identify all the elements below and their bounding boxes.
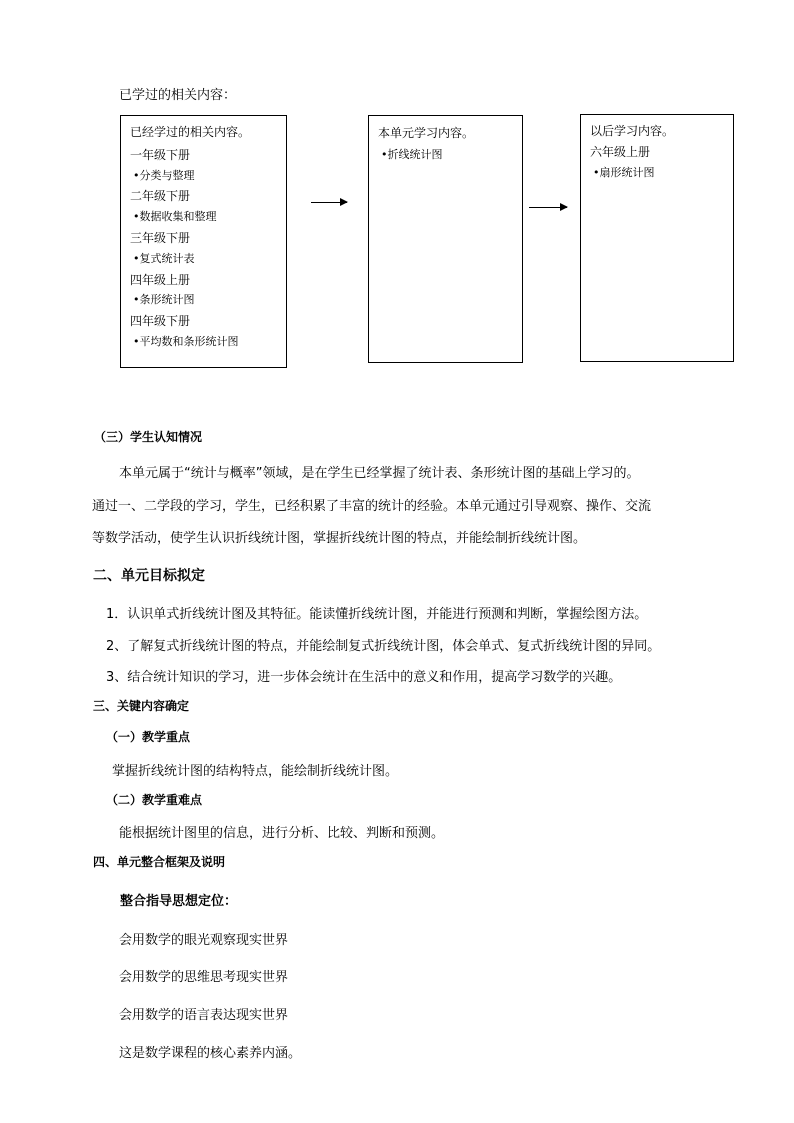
teaching-difficulty-heading: （二）教学重难点 — [106, 793, 203, 807]
arrow-right-icon — [311, 202, 347, 203]
framework-line: 会用数学的思维思考现实世界 — [119, 970, 289, 985]
future-box-title: 以后学习内容。 — [590, 124, 675, 138]
goal-item: 1．认识单式折线统计图及其特征。能读懂折线统计图，并能进行预测和判断，掌握绘图方法。 — [106, 607, 648, 622]
teaching-focus-heading: （一）教学重点 — [106, 730, 191, 744]
learned-item: •平均数和条形统计图 — [133, 335, 239, 348]
learned-box-title: 已经学过的相关内容。 — [130, 125, 251, 139]
framework-heading: 四、单元整合框架及说明 — [93, 855, 226, 869]
future-content-box — [580, 114, 734, 362]
current-content-box — [368, 115, 523, 363]
goal-item: 2、了解复式折线统计图的特点，并能绘制复式折线统计图，体会单式、复式折线统计图的异同。 — [106, 639, 661, 654]
teaching-focus-text: 掌握折线统计图的结构特点，能绘制折线统计图。 — [112, 764, 399, 779]
learned-item: •条形统计图 — [133, 293, 195, 306]
goal-item: 3、结合统计知识的学习，进一步体会统计在生活中的意义和作用，提高学习数学的兴趣。 — [106, 670, 622, 685]
goals-heading: 二、单元目标拟定 — [93, 568, 205, 584]
learned-grade: 四年级上册 — [130, 273, 191, 287]
learned-grade: 三年级下册 — [130, 231, 191, 245]
cognition-paragraph-line: 等数学活动，使学生认识折线统计图，掌握折线统计图的特点，并能绘制折线统计图。 — [92, 531, 587, 546]
cognition-paragraph-line: 本单元属于“统计与概率”领域，是在学生已经掌握了统计表、条形统计图的基础上学习的。 — [119, 466, 640, 481]
learned-item: •复式统计表 — [133, 252, 195, 265]
framework-line: 会用数学的语言表达现实世界 — [119, 1008, 289, 1023]
cognition-heading: （三）学生认知情况 — [94, 430, 203, 444]
framework-subheading: 整合指导思想定位： — [120, 894, 238, 909]
learned-grade: 一年级下册 — [130, 148, 191, 162]
current-item: •折线统计图 — [381, 148, 443, 161]
learned-content-box — [120, 115, 287, 368]
learned-grade: 四年级下册 — [130, 314, 191, 328]
current-box-title: 本单元学习内容。 — [378, 126, 475, 140]
framework-line: 会用数学的眼光观察现实世界 — [119, 933, 289, 948]
intro-label: 已学过的相关内容： — [119, 88, 237, 103]
learned-grade: 二年级下册 — [130, 189, 191, 203]
future-grade: 六年级上册 — [590, 145, 651, 159]
future-item: •扇形统计图 — [593, 166, 655, 179]
teaching-difficulty-text: 能根据统计图里的信息，进行分析、比较、判断和预测。 — [119, 826, 445, 841]
arrow-right-icon — [529, 207, 567, 208]
cognition-paragraph-line: 通过一、二学段的学习，学生，已经积累了丰富的统计的经验。本单元通过引导观察、操作、交流 — [92, 499, 652, 514]
learned-item: •分类与整理 — [133, 169, 195, 182]
framework-line: 这是数学课程的核心素养内涵。 — [119, 1046, 302, 1061]
key-content-heading: 三、关键内容确定 — [93, 699, 190, 713]
learned-item: •数据收集和整理 — [133, 210, 217, 223]
